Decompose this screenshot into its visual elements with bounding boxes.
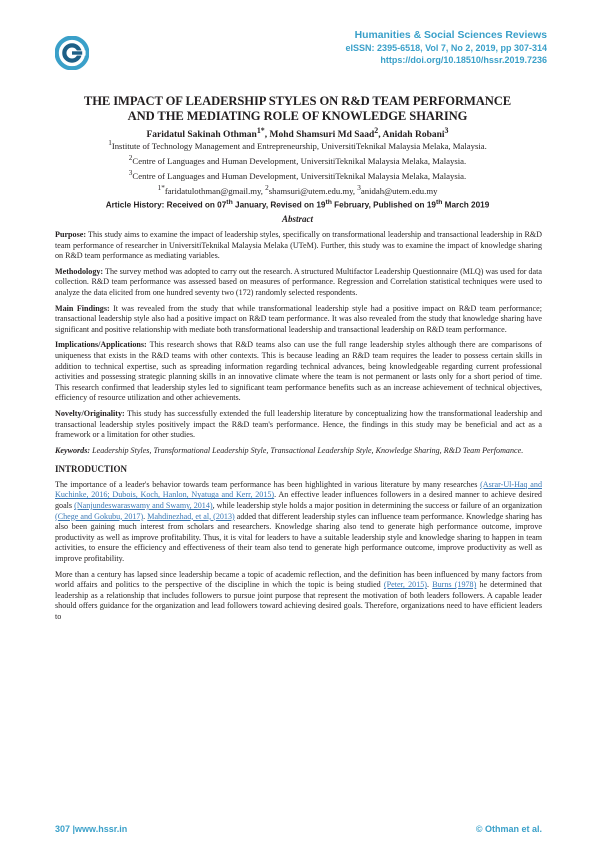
affiliation-3: $^3$Centre of Languages and Human Development, UniversitiTeknikal Malaysia Melaka, Malaysia. bbox=[128, 168, 467, 181]
email-1[interactable]: faridatulothman@gmail.my, bbox=[164, 185, 266, 196]
citation-link[interactable]: (Asrar-Ul-Haq and Kuchinke, 2016; Dubois, Koch, Hanlon, Nyatuga and Kerr, 2015) bbox=[55, 479, 542, 500]
article-history: Article History: Received on 07th January, Revised on 19th February, Published on 19th March 2019 bbox=[105, 199, 490, 210]
affiliation-1: $^1$Institute of Technology Management and Entrepreneurship, UniversitiTeknikal Malaysia Melaka, Malaysia. bbox=[108, 139, 487, 151]
abstract-implications: Implications/Applications: This research shows that R&D teams also can use the full range leadership styles although there are comparisons of uniqueness that exists in the R&D teams with other contexts. This is because leading an R&D team requires the leader to possess certain skills in addition to technical expertise, such as spreading information regarding technical advances, being knowledgeable regarding current professional activities and possessing strategic planning skills in an innovative climate where the team is not permanent or lasts only for a short period of time. This research confirmed that leadership styles led to significant team performance benefits such as an increase achievement of technical objectives, efficiency of resource utilization and other achievements. bbox=[55, 340, 542, 403]
author-1: Faridatul Sakinah Othman bbox=[146, 130, 257, 141]
journal-header bbox=[346, 30, 547, 66]
author-list: Faridatul Sakinah Othman$^{1*}$, Mohd Shamsuri Md Saad$^2$, Anidah Robani$^3$ bbox=[146, 126, 449, 141]
email-2[interactable]: shamsuri@utem.edu.my, bbox=[268, 185, 358, 196]
author-2-sup: 2 bbox=[374, 126, 379, 135]
citation-link[interactable]: (Peter, 2015) bbox=[383, 580, 427, 590]
author-1-sup: 1* bbox=[256, 126, 265, 135]
affiliations bbox=[48, 137, 547, 197]
abstract-main-findings: Main Findings: It was revealed from the study that while transformational leadership style had a positive impact on R&D team performance; transactional leadership style also had a positive impact on R&D team performance. It was also revealed from the study that knowledge sharing have significant and positive relationship with mediate both transformational leadership and transactional leadership on R&D team performance. bbox=[55, 303, 542, 334]
keywords: Keywords: Leadership Styles, Transformational Leadership Style, Transactional Leadership Style, Knowledge Sharing, R&D Team Perfomance. bbox=[55, 445, 524, 455]
footer-copyright: © Othman et al. bbox=[475, 824, 542, 834]
issn-line: eISSN: 2395-6518, Vol 7, No 2, 2019, pp 307-314 bbox=[345, 43, 547, 53]
journal-name: Humanities & Social Sciences Reviews bbox=[354, 30, 547, 41]
abstract-purpose: Purpose: This study aims to examine the impact of leadership styles, specifically on transformational leadership and transactional leadership in R&D team performance of researcher in UniversitiTeknikal Malaysia Melaka (UTeM). Further, this study was to examine the impact of knowledge sharing on R&D team performance as mediating variables. bbox=[55, 230, 542, 261]
intro-paragraph-1: The importance of a leader's behavior towards team performance has been highlighted in various literature by many researches (Asrar-Ul-Haq and Kuchinke, 2016; Dubois, Koch, Hanlon, Nyatuga and Kerr, 2015). An effective leader influences followers in a desired manner to achieve desired goals (Nanjundeswaraswamy and Swamy, 2014), while leadership style holds a major position in determining the success or failure of an organization (Chege and Gokubu, 2017). Mahdinezhad, et al, (2013) added that different leadership styles can influence team performance. Knowledge sharing has also been gaining much interest from scholars and researchers. Knowledge sharing also tend to generate high performance outcome, improve productivity as well as improve profitability. Thus, it is vital for leaders to have a suitable leadership style and knowledge sharing to happen in team activities, to ensure the efficiency and effectiveness of their team also tend to generate high performance outcome, improve productivity as well as improve profitability. bbox=[55, 479, 543, 564]
author-3-sup: 3 bbox=[444, 126, 449, 135]
title-line-1: THE IMPACT OF LEADERSHIP STYLES ON R&D TEAM PERFORMANCE bbox=[83, 94, 512, 108]
paper-title bbox=[48, 94, 547, 123]
title-line-2: AND THE MEDIATING ROLE OF KNOWLEDGE SHARING bbox=[127, 108, 468, 123]
citation-link[interactable]: Mahdinezhad, et al, (2013) bbox=[147, 511, 235, 521]
abstract-novelty: Novelty/Originality: This study has successfully extended the full leadership literature by conceptualizing how the transformational leadership and transactional leadership styles positively impact the R&D team's performance. Hence, the findings in this study may be beneficial and act as a framework or a limitation for other studies. bbox=[55, 408, 542, 440]
journal-logo-icon bbox=[55, 36, 89, 70]
footer-page-site[interactable]: 307 |www.hssr.in bbox=[55, 824, 128, 834]
citation-link[interactable]: (Nanjundeswaraswamy and Swamy, 2014) bbox=[74, 501, 213, 511]
introduction-heading: INTRODUCTION bbox=[55, 464, 128, 475]
abstract-methodology: Methodology: The survey method was adopted to carry out the research. A structured Multifactor Leadership Questionnaire (MLQ) was used for data collection. R&D team performance was assessed based on measures of performance. Regression and Correlation statistical techniques were used to analyze the data elicited from one hundred seventy two (172) randomly selected respondents. bbox=[55, 266, 542, 297]
author-emails: $^{1*}$faridatulothman@gmail.my, $^2$shamsuri@utem.edu.my, $^3$anidah@utem.edu.my bbox=[157, 183, 438, 196]
author-3: Anidah Robani bbox=[382, 130, 445, 141]
author-2: Mohd Shamsuri Md Saad bbox=[269, 130, 375, 141]
affiliation-2: $^2$Centre of Languages and Human Development, UniversitiTeknikal Malaysia Melaka, Malaysia. bbox=[128, 153, 467, 166]
citation-link[interactable]: (Chege and Gokubu, 2017) bbox=[55, 511, 144, 521]
doi-link[interactable]: https://doi.org/10.18510/hssr.2019.7236 bbox=[380, 55, 547, 65]
intro-paragraph-2: More than a century has lapsed since leadership became a topic of academic reflection, and the definition has been influenced by many factors from world affairs and politics to the perspective of the discipline in which the topic is being studied (Peter, 2015). Burns (1978) he determined that leadership as a relationship that includes followers to pursue joint purpose that represent the motivation of both leaders followers. A capable leader should offers guidance for the organization and lead followers toward achieving desired goals. Therefore, organizations need to have efficient leaders to bbox=[55, 569, 542, 621]
email-3[interactable]: anidah@utem.edu.my bbox=[360, 185, 438, 196]
abstract-heading: Abstract bbox=[281, 214, 313, 224]
paper-body bbox=[55, 230, 542, 628]
citation-link[interactable]: Burns (1978) bbox=[432, 580, 477, 590]
